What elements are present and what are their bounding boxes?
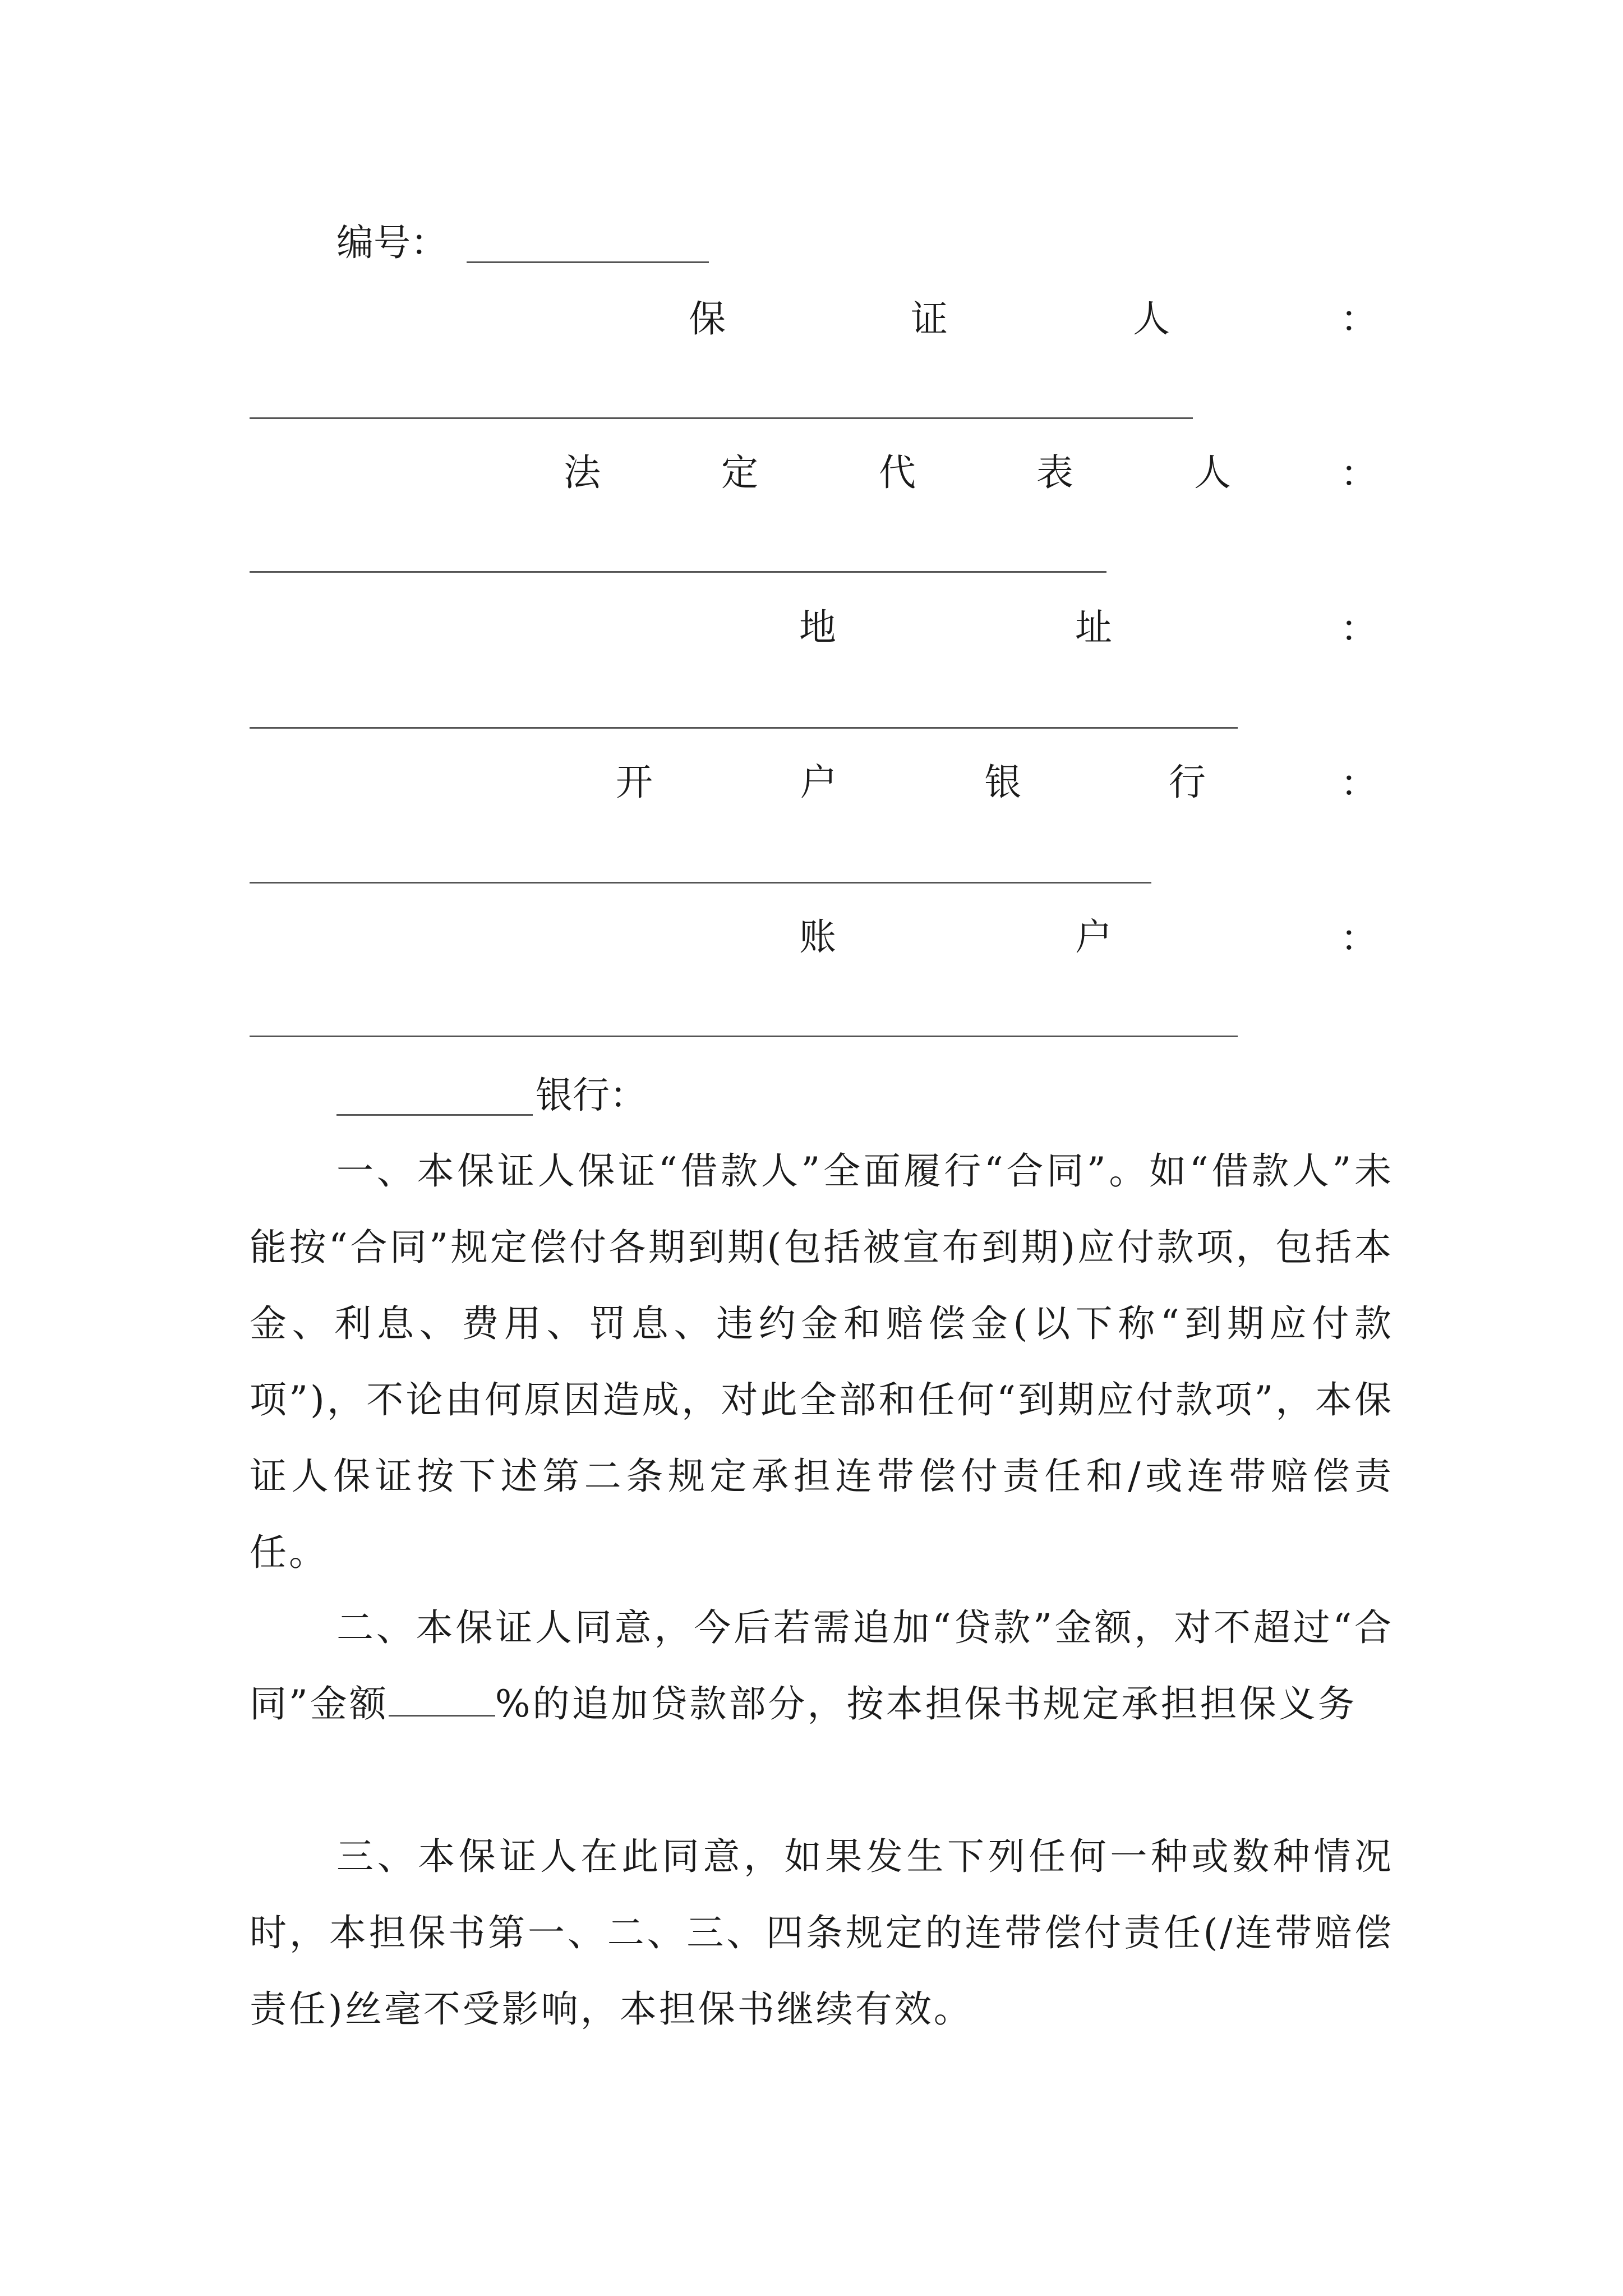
field-account-colon: ： bbox=[1340, 917, 1377, 960]
field-bank-label: 开 户 银 行 bbox=[616, 761, 1206, 804]
field-account-blank[interactable] bbox=[250, 1036, 1238, 1037]
field-legal-representative-colon: ： bbox=[1340, 452, 1377, 495]
document-number-label: 编号： bbox=[336, 221, 448, 264]
field-legal-representative-blank[interactable] bbox=[250, 571, 1106, 573]
clause-3: 三、本保证人在此同意，如果发生下列任何一种或数种情况时，本担保书第一、二、三、四条规定的连带偿付责任(/连带赔偿责任)丝毫不受影响，本担保书继续有效。 bbox=[250, 1835, 1394, 2031]
clause-1: 一、本保证人保证“借款人”全面履行“合同”。如“借款人”未能按“合同”规定偿付各期到期(包括被宣布到期)应付款项，包括本金、利息、费用、罚息、违约金和赔偿金(以下称“到期应付款项”)，不论由何原因造成，对此全部和任何“到期应付款项”，本保证人保证按下述第二条规定承担连带偿付责任和/或连带赔偿责任。 bbox=[250, 1149, 1394, 1574]
field-address-blank[interactable] bbox=[250, 727, 1238, 729]
field-address-colon: ： bbox=[1340, 607, 1377, 650]
field-bank-blank[interactable] bbox=[250, 882, 1151, 884]
clause-2-percent-blank[interactable] bbox=[389, 1682, 495, 1717]
field-account-label: 账 户 bbox=[799, 915, 1112, 959]
document-number-blank[interactable] bbox=[467, 261, 709, 263]
bank-name-blank[interactable] bbox=[336, 1114, 533, 1116]
field-bank-colon: ： bbox=[1340, 762, 1377, 805]
field-address-label: 地 址 bbox=[799, 606, 1112, 649]
field-guarantor-colon: ： bbox=[1340, 297, 1377, 341]
field-guarantor-blank[interactable] bbox=[250, 417, 1193, 419]
clause-2-text-after: %的追加贷款部分，按本担保书规定承担担保义务 bbox=[495, 1682, 1357, 1726]
salutation-text: 银行： bbox=[536, 1074, 647, 1117]
field-guarantor-label: 保 证 人 bbox=[689, 297, 1170, 341]
field-legal-representative-label: 法 定 代 表 人 bbox=[564, 451, 1231, 494]
clause-2 bbox=[250, 1590, 1394, 1742]
clause-2-text-before: 二、本保证人同意，今后若需追加“贷款”金额，对不超过“合同”金额 bbox=[250, 1606, 1394, 1726]
